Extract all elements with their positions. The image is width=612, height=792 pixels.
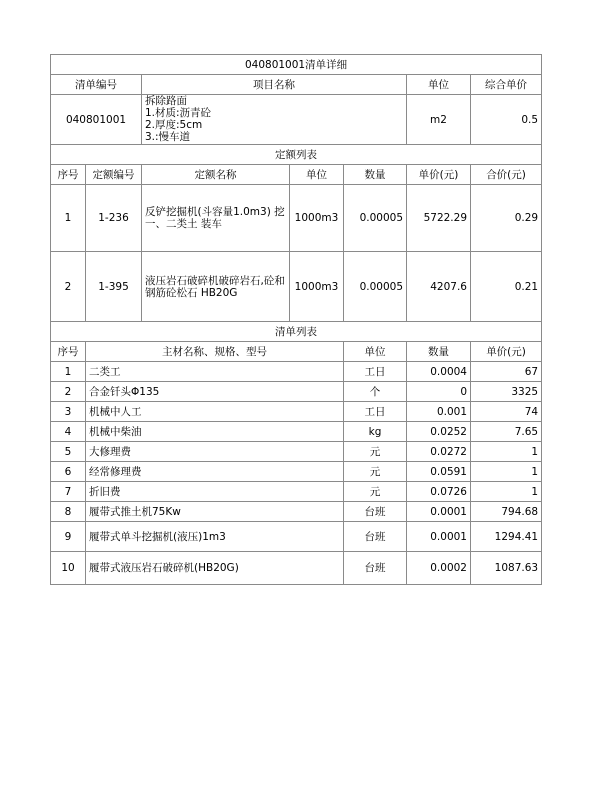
quota-name: 液压岩石破碎机破碎岩石,砼和钢筋砼松石 HB20G bbox=[142, 252, 290, 322]
material-qty: 0.0726 bbox=[407, 482, 471, 502]
material-name: 机械中柴油 bbox=[86, 422, 344, 442]
row-number: 1 bbox=[51, 185, 86, 252]
row-number: 5 bbox=[51, 442, 86, 462]
desc-line: 拆除路面 bbox=[145, 95, 187, 107]
row-number: 7 bbox=[51, 482, 86, 502]
desc-line: 1.材质:沥青砼 bbox=[145, 107, 212, 119]
quota-price: 4207.6 bbox=[407, 252, 471, 322]
material-name: 履带式单斗挖掘机(液压)1m3 bbox=[86, 522, 344, 552]
title-row bbox=[51, 55, 542, 75]
material-name: 二类工 bbox=[86, 362, 344, 382]
quota-code: 1-395 bbox=[86, 252, 142, 322]
quota-total: 0.29 bbox=[471, 185, 542, 252]
column-header: 序号 bbox=[51, 342, 86, 362]
code-header: 清单编号 bbox=[51, 75, 142, 95]
material-price: 1 bbox=[471, 442, 542, 462]
column-header: 单位 bbox=[344, 342, 407, 362]
column-header: 主材名称、规格、型号 bbox=[86, 342, 344, 362]
name-header: 项目名称 bbox=[142, 75, 407, 95]
material-qty: 0.0001 bbox=[407, 522, 471, 552]
list-body bbox=[51, 362, 542, 585]
quota-code: 1-236 bbox=[86, 185, 142, 252]
list-row bbox=[51, 402, 542, 422]
item-price: 0.5 bbox=[471, 95, 542, 145]
desc-line: 2.厚度:5cm bbox=[145, 119, 203, 131]
material-name: 履带式液压岩石破碎机(HB20G) bbox=[86, 552, 344, 585]
list-row bbox=[51, 502, 542, 522]
quota-section-row bbox=[51, 145, 542, 165]
material-price: 7.65 bbox=[471, 422, 542, 442]
material-name: 机械中人工 bbox=[86, 402, 344, 422]
material-name: 折旧费 bbox=[86, 482, 344, 502]
row-number: 6 bbox=[51, 462, 86, 482]
column-header: 数量 bbox=[344, 165, 407, 185]
row-number: 8 bbox=[51, 502, 86, 522]
material-unit: 元 bbox=[344, 482, 407, 502]
list-row bbox=[51, 552, 542, 585]
table-title: 040801001清单详细 bbox=[51, 55, 542, 75]
row-number: 1 bbox=[51, 362, 86, 382]
quota-qty: 0.00005 bbox=[344, 252, 407, 322]
material-qty: 0.001 bbox=[407, 402, 471, 422]
row-number: 4 bbox=[51, 422, 86, 442]
detail-table bbox=[50, 54, 542, 585]
material-price: 1294.41 bbox=[471, 522, 542, 552]
list-row bbox=[51, 522, 542, 552]
list-row bbox=[51, 482, 542, 502]
item-code: 040801001 bbox=[51, 95, 142, 145]
item-header-row bbox=[51, 75, 542, 95]
material-qty: 0.0591 bbox=[407, 462, 471, 482]
column-header: 数量 bbox=[407, 342, 471, 362]
desc-line: 3.:慢车道 bbox=[145, 131, 191, 143]
material-unit: 个 bbox=[344, 382, 407, 402]
row-number: 2 bbox=[51, 382, 86, 402]
row-number: 9 bbox=[51, 522, 86, 552]
price-header: 综合单价 bbox=[471, 75, 542, 95]
material-unit: 工日 bbox=[344, 402, 407, 422]
material-qty: 0.0001 bbox=[407, 502, 471, 522]
item-description bbox=[142, 95, 407, 145]
quota-unit: 1000m3 bbox=[290, 185, 344, 252]
row-number: 10 bbox=[51, 552, 86, 585]
material-name: 大修理费 bbox=[86, 442, 344, 462]
material-qty: 0.0002 bbox=[407, 552, 471, 585]
list-header-row bbox=[51, 342, 542, 362]
column-header: 定额编号 bbox=[86, 165, 142, 185]
list-section-title: 清单列表 bbox=[51, 322, 542, 342]
material-price: 74 bbox=[471, 402, 542, 422]
material-qty: 0.0004 bbox=[407, 362, 471, 382]
item-row bbox=[51, 95, 542, 145]
column-header: 单价(元) bbox=[471, 342, 542, 362]
column-header: 单价(元) bbox=[407, 165, 471, 185]
quota-total: 0.21 bbox=[471, 252, 542, 322]
quota-unit: 1000m3 bbox=[290, 252, 344, 322]
material-price: 1 bbox=[471, 462, 542, 482]
material-unit: 元 bbox=[344, 442, 407, 462]
material-unit: 台班 bbox=[344, 552, 407, 585]
list-row bbox=[51, 462, 542, 482]
material-qty: 0.0252 bbox=[407, 422, 471, 442]
material-unit: kg bbox=[344, 422, 407, 442]
item-unit: m2 bbox=[407, 95, 471, 145]
quota-qty: 0.00005 bbox=[344, 185, 407, 252]
material-unit: 台班 bbox=[344, 502, 407, 522]
material-name: 履带式推土机75Kw bbox=[86, 502, 344, 522]
row-number: 2 bbox=[51, 252, 86, 322]
material-name: 合金钎头Φ135 bbox=[86, 382, 344, 402]
quota-row bbox=[51, 252, 542, 322]
quota-section-title: 定额列表 bbox=[51, 145, 542, 165]
list-row bbox=[51, 362, 542, 382]
unit-header: 单位 bbox=[407, 75, 471, 95]
material-price: 3325 bbox=[471, 382, 542, 402]
material-price: 1 bbox=[471, 482, 542, 502]
material-price: 794.68 bbox=[471, 502, 542, 522]
column-header: 单位 bbox=[290, 165, 344, 185]
list-row bbox=[51, 382, 542, 402]
column-header: 定额名称 bbox=[142, 165, 290, 185]
list-row bbox=[51, 442, 542, 462]
material-price: 1087.63 bbox=[471, 552, 542, 585]
material-qty: 0 bbox=[407, 382, 471, 402]
column-header: 序号 bbox=[51, 165, 86, 185]
quota-price: 5722.29 bbox=[407, 185, 471, 252]
material-unit: 台班 bbox=[344, 522, 407, 552]
list-section-row bbox=[51, 322, 542, 342]
material-name: 经常修理费 bbox=[86, 462, 344, 482]
material-unit: 工日 bbox=[344, 362, 407, 382]
quota-header-row bbox=[51, 165, 542, 185]
material-price: 67 bbox=[471, 362, 542, 382]
material-unit: 元 bbox=[344, 462, 407, 482]
material-qty: 0.0272 bbox=[407, 442, 471, 462]
quota-row bbox=[51, 185, 542, 252]
column-header: 合价(元) bbox=[471, 165, 542, 185]
quota-name: 反铲挖掘机(斗容量1.0m3) 挖一、二类土 装车 bbox=[142, 185, 290, 252]
list-row bbox=[51, 422, 542, 442]
row-number: 3 bbox=[51, 402, 86, 422]
